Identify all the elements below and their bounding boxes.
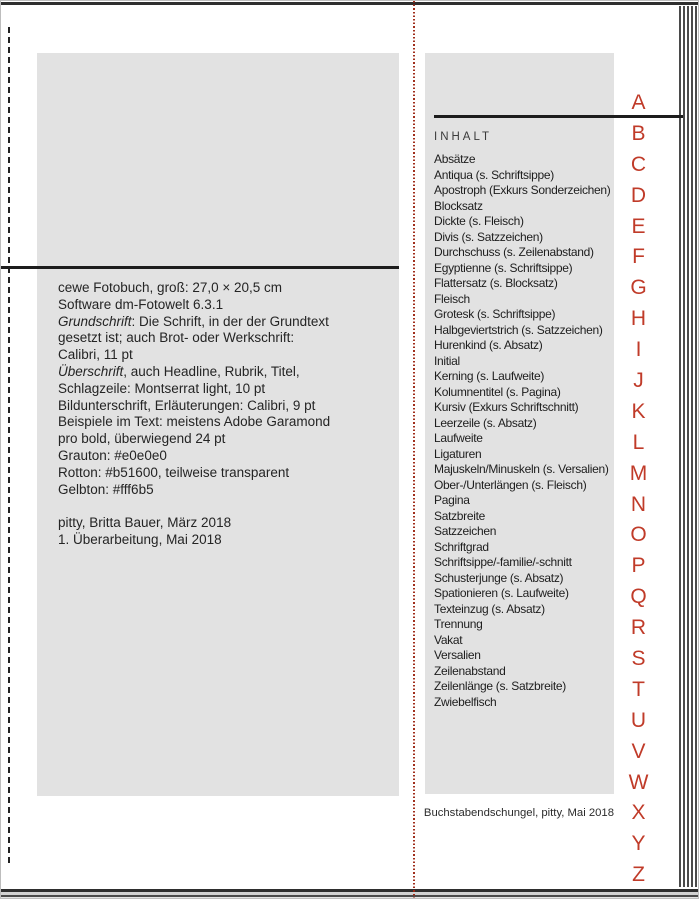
list-item: Leerzeile (s. Absatz) <box>434 415 537 430</box>
alphabet-letter: M <box>629 461 648 485</box>
list-item: Majuskeln/Minuskeln (s. Versalien) <box>434 462 609 476</box>
list-item: Vakat <box>434 632 463 647</box>
text-line: 1. Überarbeitung, Mai 2018 <box>58 531 222 547</box>
list-item: Schusterjunge (s. Absatz) <box>434 570 564 585</box>
alphabet-letter: N <box>630 492 647 516</box>
list-item: Egyptienne (s. Schriftsippe) <box>434 260 573 275</box>
alphabet-letter: X <box>631 801 646 825</box>
alphabet-letter: Q <box>630 585 647 609</box>
list-item: Versalien <box>434 648 481 662</box>
list-item: Kolumnentitel (s. Pagina) <box>434 384 561 399</box>
alphabet-letter: T <box>632 677 645 701</box>
inhalt-title: INHALT <box>434 131 493 143</box>
alphabet-letter: A <box>631 91 646 114</box>
list-item: Dickte (s. Fleisch) <box>434 214 524 228</box>
alphabet-letter: O <box>630 523 647 547</box>
left-margin-dashed-line <box>8 27 10 865</box>
page-stack-edge <box>691 6 693 887</box>
alphabet-letter: K <box>631 399 646 423</box>
text-line: cewe Fotobuch, groß: 27,0 × 20,5 cm <box>58 280 282 295</box>
text-line: Calibri, 11 pt <box>58 347 133 363</box>
list-item: Trennung <box>434 617 483 631</box>
list-item: Initial <box>434 353 460 368</box>
list-item: Pagina <box>434 493 470 507</box>
text-line: Rotton: #b51600, teilweise transparent <box>58 464 290 480</box>
list-item: Satzbreite <box>434 508 486 523</box>
page-caption: Buchstabendschungel, pitty, Mai 2018 <box>423 807 614 819</box>
colophon-text-block <box>58 280 394 549</box>
alphabet-letter: D <box>630 183 647 207</box>
alphabet-letter: W <box>628 770 649 794</box>
text-line: gesetzt ist; auch Brot- oder Werkschrift: <box>58 330 295 346</box>
alphabet-letter: R <box>630 616 647 640</box>
list-item: Fleisch <box>434 291 470 306</box>
list-item: Schriftgrad <box>434 539 489 554</box>
list-item: Apostroph (Exkurs Sonderzeichen) <box>434 183 611 197</box>
text-line: Grundschrift: Die Schrift, in der der Grundtext <box>58 313 329 329</box>
alphabet-column <box>620 88 657 891</box>
text-line: Beispiele im Text: meistens Adobe Garamond <box>58 414 331 430</box>
list-item: Absätze <box>434 152 476 166</box>
list-item: Spationieren (s. Laufweite) <box>434 586 569 600</box>
alphabet-letter: F <box>632 245 645 269</box>
alphabet-letter: I <box>635 338 642 362</box>
text-line: Schlagzeile: Montserrat light, 10 pt <box>58 380 266 396</box>
list-item: Divis (s. Satzzeichen) <box>434 229 543 244</box>
list-item: Flattersatz (s. Blocksatz) <box>434 276 558 290</box>
left-horizontal-rule <box>1 266 399 269</box>
alphabet-letter: P <box>631 554 646 578</box>
center-fold-dotted-line <box>413 1 415 899</box>
list-item: Laufweite <box>434 431 483 445</box>
alphabet-letter: L <box>632 430 645 454</box>
page-stack-edge <box>687 6 689 887</box>
alphabet-letter: Z <box>632 863 645 887</box>
text-line: Bildunterschrift, Erläuterungen: Calibri, 9 pt <box>58 397 316 413</box>
list-item: Blocksatz <box>434 198 483 213</box>
text-line: Überschrift, auch Headline, Rubrik, Titel, <box>58 363 300 379</box>
inhalt-list <box>434 152 614 710</box>
list-item: Antiqua (s. Schriftsippe) <box>434 167 554 182</box>
alphabet-letter: H <box>630 307 647 331</box>
list-item: Zeilenabstand <box>434 663 506 678</box>
list-item: Grotesk (s. Schriftsippe) <box>434 307 556 321</box>
list-item: Kerning (s. Laufweite) <box>434 369 545 383</box>
alphabet-letter: E <box>631 214 646 238</box>
alphabet-letter: J <box>633 369 644 393</box>
text-line: Software dm-Fotowelt 6.3.1 <box>58 296 224 312</box>
list-item: Ober-/Unterlängen (s. Fleisch) <box>434 477 587 492</box>
alphabet-letter: V <box>631 739 646 763</box>
alphabet-letter: S <box>631 647 646 671</box>
list-item: Kursiv (Exkurs Schriftschnitt) <box>434 400 579 414</box>
text-line: pitty, Britta Bauer, März 2018 <box>58 515 232 531</box>
page-stack-edge <box>683 6 685 887</box>
text-line <box>58 498 394 515</box>
alphabet-letter: G <box>630 276 647 300</box>
alphabet-letter: C <box>630 152 647 176</box>
list-item: Zeilenlänge (s. Satzbreite) <box>434 679 566 693</box>
list-item: Texteinzug (s. Absatz) <box>434 601 545 616</box>
page-top-edge <box>1 2 699 5</box>
text-line: Gelbton: #fff6b5 <box>58 481 154 497</box>
list-item: Zwiebelfisch <box>434 694 497 709</box>
page-stack-edge <box>695 6 697 887</box>
text-line: pro bold, überwiegend 24 pt <box>58 431 226 447</box>
list-item: Satzzeichen <box>434 524 497 538</box>
list-item: Ligaturen <box>434 446 482 461</box>
text-line: Grauton: #e0e0e0 <box>58 447 167 463</box>
list-item: Hurenkind (s. Absatz) <box>434 338 543 352</box>
list-item: Schriftsippe/-familie/-schnitt <box>434 555 572 569</box>
page-stack-edge <box>679 6 681 887</box>
alphabet-letter: B <box>631 121 646 145</box>
alphabet-letter: Y <box>631 832 646 856</box>
list-item: Halbgeviertstrich (s. Satzzeichen) <box>434 322 603 337</box>
alphabet-letter: U <box>630 708 647 732</box>
list-item: Durchschuss (s. Zeilenabstand) <box>434 245 594 259</box>
